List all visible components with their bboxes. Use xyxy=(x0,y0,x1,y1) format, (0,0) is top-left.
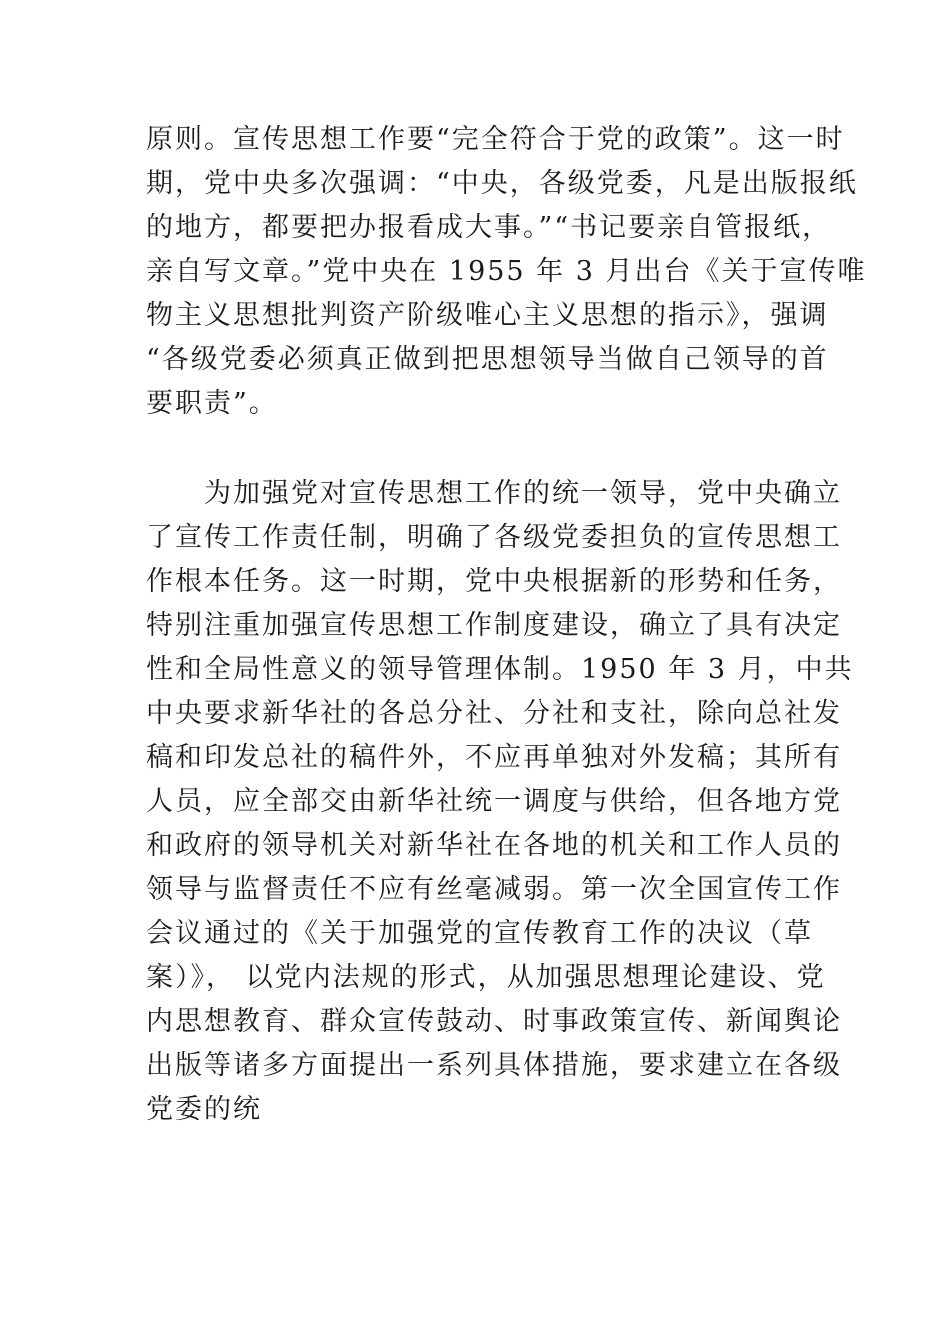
text-line: 了宣传工作责任制，明确了各级党委担负的宣传思想工 xyxy=(146,522,842,553)
text-line: 党委的统 xyxy=(146,1094,262,1125)
text-line: 特别注重加强宣传思想工作制度建设，确立了具有决定 xyxy=(146,610,842,641)
paragraph-2 xyxy=(146,472,854,1132)
text-line: 中央要求新华社的各总分社、分社和支社，除向总社发 xyxy=(146,698,842,729)
text-line: 期，党中央多次强调：“中央，各级党委，凡是出版报纸 xyxy=(146,168,858,199)
text-line: 作根本任务。这一时期，党中央根据新的形势和任务， xyxy=(146,566,842,597)
text-line: 物主义思想批判资产阶级唯心主义思想的指示》，强调 xyxy=(146,300,829,331)
text-line: 会议通过的《关于加强党的宣传教育工作的决议（草 xyxy=(146,918,813,949)
text-line: 的地方，都要把办报看成大事。”“书记要亲自管报纸， xyxy=(146,212,832,243)
text-line: 稿和印发总社的稿件外，不应再单独对外发稿；其所有 xyxy=(146,742,842,773)
text-line: 原则。宣传思想工作要“完全符合于党的政策”。这一时 xyxy=(146,124,845,155)
text-line: 领导与监督责任不应有丝毫减弱。第一次全国宣传工作 xyxy=(146,874,842,905)
text-line: 内思想教育、群众宣传鼓动、时事政策宣传、新闻舆论 xyxy=(146,1006,842,1037)
text-line: 要职责”。 xyxy=(146,388,278,419)
text-line: “各级党委必须真正做到把思想领导当做自己领导的首 xyxy=(146,344,829,375)
text-line: 人员，应全部交由新华社统一调度与供给，但各地方党 xyxy=(146,786,842,817)
text-line: 为加强党对宣传思想工作的统一领导，党中央确立 xyxy=(146,478,842,509)
text-line: 和政府的领导机关对新华社在各地的机关和工作人员的 xyxy=(146,830,842,861)
text-line: 案）》， 以党内法规的形式，从加强思想理论建设、党 xyxy=(146,962,826,993)
text-line: 性和全局性意义的领导管理体制。1950 年 3 月，中共 xyxy=(146,654,854,685)
text-line: 出版等诸多方面提出一系列具体措施，要求建立在各级 xyxy=(146,1050,842,1081)
text-line: 亲自写文章。”党中央在 1955 年 3 月出台《关于宣传唯 xyxy=(146,256,867,287)
paragraph-1 xyxy=(146,118,867,426)
